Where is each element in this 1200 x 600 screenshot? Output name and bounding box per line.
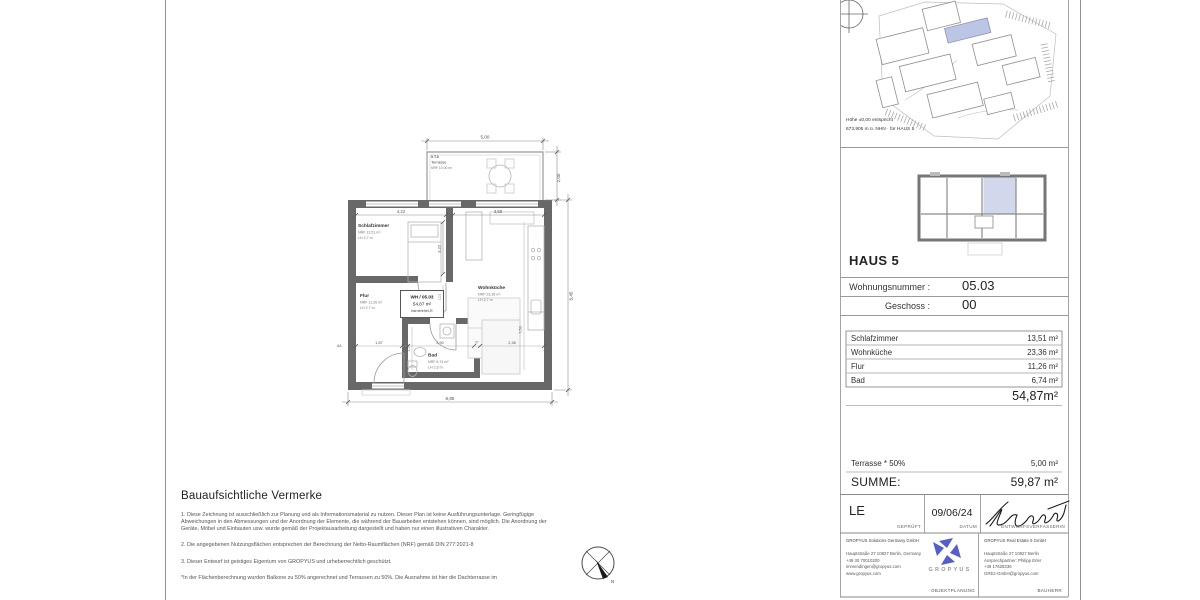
section-marker: AA <box>337 344 342 348</box>
dim-niche: 67 <box>475 340 479 345</box>
unit-row-value: 05.03 <box>962 278 995 293</box>
unit-row-label: Wohnungsnummer : <box>849 282 930 292</box>
terrace-nrf: NRF 10,00 m² <box>431 166 453 170</box>
area-row-label: Schlafzimmer <box>851 333 899 343</box>
gropyus-wordmark: GROPYUS <box>928 567 972 573</box>
legal-note-4: *In der Flächenberechnung wurden Balkone zu 50% angerechnet und Terrassen zu 50%. Die Ausnahme ist hier die Dachterrasse im <box>181 574 498 581</box>
dim-schlaf-w: 4,22 <box>396 209 406 214</box>
room-wohnkueche: Wohnküche <box>478 286 506 291</box>
bauherr-address: Hauptstraße 27 10827 Berlin <box>984 551 1039 556</box>
dimension-lines <box>342 138 572 406</box>
bauherr-contact: Ansprechpartner: Philipp Erler <box>984 557 1042 563</box>
area-row-value: 11,26 m² <box>1027 361 1058 371</box>
height-note-line1: Höhe ±0,00 entspricht <box>846 118 893 123</box>
dim-schlaf-h: 3,20 <box>436 245 442 253</box>
room-bad-lh: LH 2,6 m <box>428 365 443 370</box>
room-flur-lh: LH 2,7 m <box>360 306 375 310</box>
unit-row-label: Geschoss : <box>884 301 930 311</box>
dim-right-b: 2,38 <box>508 341 516 345</box>
building-overview <box>919 172 1045 255</box>
signature <box>986 501 1069 526</box>
room-flur: Flur <box>360 294 370 299</box>
room-wohnkueche-nrf: NRF 23,36 m² <box>478 292 501 297</box>
room-bad-nrf: NRF 6,74 m² <box>428 360 449 364</box>
height-note-line2: 673,905 m ü. NHN · für HAUS 5 <box>846 127 915 132</box>
geprueft-value: LE <box>849 503 865 518</box>
bauherr-email: GRE2-GmbH@gropyus.com <box>984 570 1039 576</box>
dim-bottom: 8,85 <box>445 396 455 401</box>
summe-label: SUMME: <box>851 475 901 489</box>
terrace-name: Terrasse <box>431 159 447 165</box>
room-flur-nrf: NRF 11,26 m² <box>360 300 383 305</box>
terrace-code: 0.T.3 <box>431 155 439 159</box>
objektplanung-address: Hauptstraße 27 10827 Berlin, Germany <box>846 551 921 556</box>
legal-notes-title: Bauaufsichtliche Vermerke <box>181 490 323 502</box>
bauherr-company: GROPYUS Real Estate 5 GmbH <box>984 538 1047 543</box>
dim-bad-h: 2,53 <box>406 344 411 352</box>
unit-badge-line2: 54,87 m² <box>412 301 432 307</box>
area-subtotal: 54,87m² <box>1012 389 1058 403</box>
dim-terrace-depth: 2,00 <box>556 173 561 183</box>
gropyus-logo-icon <box>933 538 961 565</box>
objektplanung-email: immendingen@gropyus.com <box>846 564 901 569</box>
datum-label: DATUM <box>959 524 977 529</box>
area-row-label: Bad <box>851 375 865 385</box>
terrasse-label: Terrasse * 50% <box>851 459 906 468</box>
plan-labels <box>337 135 574 402</box>
registration-mark-icon <box>830 0 868 33</box>
dim-wall26: 26 <box>403 340 407 345</box>
building-title: HAUS 5 <box>849 253 900 268</box>
terrasse-value: 5,00 m² <box>1030 459 1058 468</box>
bauherr-role-label: BAUHERR <box>1037 587 1062 593</box>
room-schlafzimmer: Schlafzimmer <box>358 224 390 229</box>
dim-wk-w: 3,58 <box>493 209 503 214</box>
objektplanung-phone: +49 30 70010200 <box>846 557 880 563</box>
objektplanung-website: www.gropyus.com <box>846 570 881 576</box>
area-row-label: Wohnküche <box>851 347 893 357</box>
legal-note-3: 3. Dieser Entwurf ist geistiges Eigentum von GROPYUS und urheberrechtlich geschützt. <box>181 558 392 565</box>
room-schlafzimmer-nrf: NRF 13,51 m² <box>358 230 381 235</box>
area-row-label: Flur <box>851 361 865 371</box>
legal-note-1: 1. Diese Zeichnung ist ausschließlich zur Planung und als Informationsmaterial zu nutzen. Dieser Plan ist keine Ausführungsunterlage. Geringfügige Abweichungen in den Abmessungen und der Anordnung der Elemente, die während der Bauarbeiten entstehen können, sind möglich. Die Anordnung der Geräte, Möbel und Einbauten usw. wurde gemäß der Projektausarbeitung dargestellt und haben nur einen illustrativen Charakter. <box>181 512 547 533</box>
datum-value: 09/06/24 <box>931 506 973 519</box>
entwurfsverfasserin-label: ENTWURFSVERFASSERIN <box>1001 524 1065 529</box>
legal-note-2: 2. Die angegebenen Nutzungsflächen entsprechen der Berechnung der Netto-Raumflächen (NRF) gemäß DIN 277:2021-8 <box>181 542 474 549</box>
dim-top: 5,00 <box>480 134 490 140</box>
unit-row-value: 00 <box>962 297 977 312</box>
room-bad: Bad <box>428 353 438 359</box>
summe-value: 59,87 m² <box>1010 475 1058 489</box>
legal-notes <box>181 490 563 582</box>
dim-right: 8,45 <box>568 291 574 301</box>
room-schlafzimmer-lh: LH 2,7 m <box>358 236 373 240</box>
floor-plan <box>337 135 574 407</box>
objektplanung-role-label: OBJEKTPLANUNG <box>931 587 975 593</box>
dim-bad-w: 2,90 <box>436 341 444 345</box>
dim-wall13: 13 <box>447 209 452 213</box>
north-label: N <box>611 579 615 584</box>
dim-flur-w: 1,87 <box>375 341 383 345</box>
area-row-value: 23,36 m² <box>1027 347 1058 357</box>
geprueft-label: GEPRÜFT <box>896 524 921 529</box>
unit-badge-line3: barrierefrei-R <box>411 309 433 313</box>
room-wohnkueche-lh: LH 2,7 m <box>478 298 493 302</box>
unit-badge-line1: WH / 05.03 <box>410 294 434 300</box>
overview-highlighted-unit <box>984 178 1016 214</box>
dim-mid: 1,01 <box>437 293 442 301</box>
dim-wk-h: 7,53 <box>518 326 523 334</box>
bauherr-phone: +49 17628336 <box>984 564 1012 569</box>
dimension-ticks <box>346 139 570 404</box>
area-row-value: 6,74 m² <box>1031 375 1058 385</box>
objektplanung-company: GROPYUS Solutions Germany GmbH <box>846 538 919 543</box>
north-arrow-icon <box>582 547 614 584</box>
area-row-value: 13,51 m² <box>1027 333 1058 343</box>
